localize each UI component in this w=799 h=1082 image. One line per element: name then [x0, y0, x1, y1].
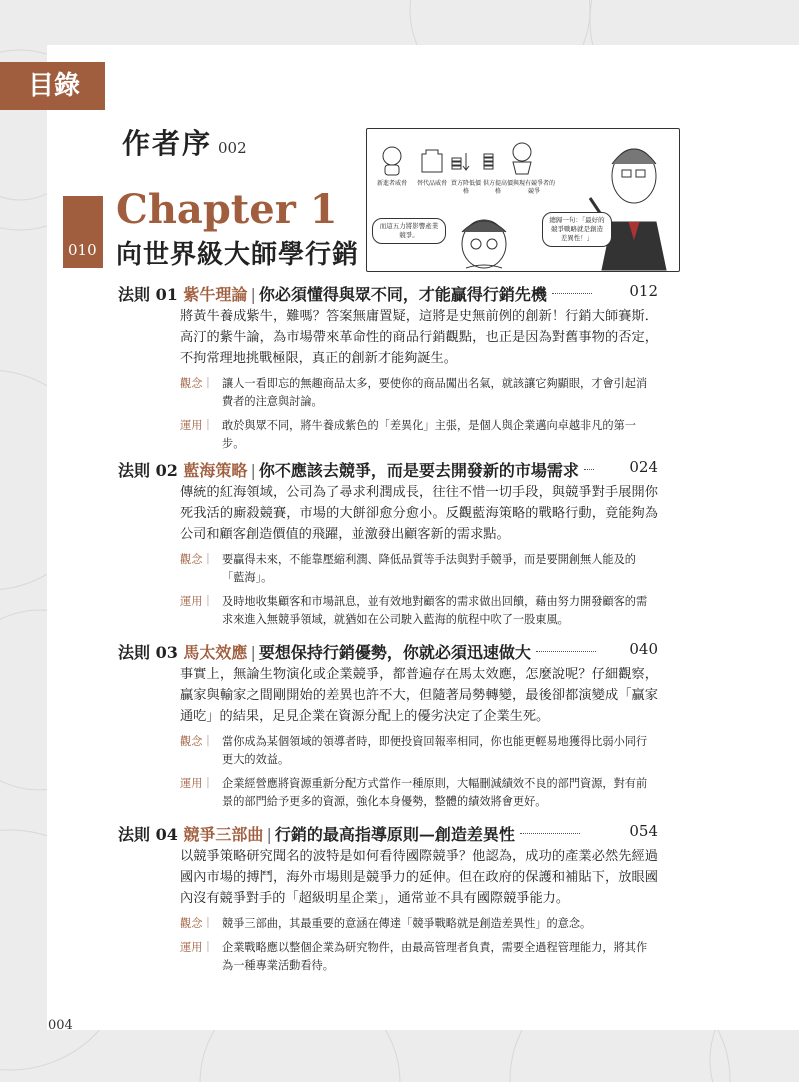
apply-note [180, 775, 658, 811]
concept-text: 當你成為某個領域的領導者時，即便投資回報率相同，你也能更輕易地獲得比弱小同行更大的效益。 [222, 735, 648, 766]
chapter-title: 向世界級大師學行銷 [116, 240, 360, 270]
rule-separator: | [250, 461, 256, 480]
preface-entry[interactable] [122, 122, 247, 162]
apply-text: 企業戰略應以整個企業為研究物件，由最高管理者負責，需要全過程管理能力，將其作為一種專業活動看待。 [222, 941, 648, 972]
rule-entry-03[interactable] [118, 640, 658, 811]
rule-label: 法則 04 [118, 825, 178, 844]
rule-heading [118, 822, 658, 846]
concept-note [180, 915, 658, 933]
apply-tag: 運用｜ [180, 419, 214, 432]
apply-tag: 運用｜ [180, 595, 214, 608]
speech-bubble-right: 總歸一句：「最好的競爭戰略就是創造差異性！」 [542, 212, 612, 247]
apply-text: 企業經營應將資源重新分配方式當作一種原則，大幅刪減績效不良的部門資源，對有前景的部門給予更多的資源，強化本身優勢，整體的績效將會更好。 [222, 777, 648, 808]
rule-heading [118, 458, 658, 482]
apply-note [180, 593, 658, 629]
comic-drawing [366, 128, 680, 272]
rule-name: 藍海策略 [183, 461, 248, 480]
concept-tag: 觀念｜ [180, 735, 214, 748]
speech-bubble-left: 而這五力將影響產業競爭。 [372, 218, 446, 244]
rule-entry-01[interactable] [118, 282, 658, 453]
caption-4: 供方提高價格 [482, 180, 513, 195]
concept-text: 讓人一看即忘的無趣商品太多，要使你的商品闖出名氣，就該讓它夠顯眼，才會引起消費者的注意與討論。 [222, 377, 648, 408]
apply-text: 敢於與眾不同，將牛養成紫色的「差異化」主張，是個人與企業邁向卓越非凡的第一步。 [222, 419, 636, 450]
rule-subtitle: 要想保持行銷優勢，你就必須迅速做大 [258, 643, 531, 662]
apply-text: 及時地收集顧客和市場訊息，並有效地對顧客的需求做出回饋，藉由努力開發顧客的需求來進入無競爭領域，就猶如在公司駛入藍海的航程中吹了一股東風。 [222, 595, 648, 626]
rule-label: 法則 03 [118, 643, 178, 662]
caption-5: 與現有競爭者的競爭 [512, 180, 555, 195]
rule-label: 法則 01 [118, 285, 178, 304]
rule-entry-04[interactable] [118, 822, 658, 975]
dot-leader [536, 651, 596, 652]
rule-subtitle: 你不應該去競爭，而是要去開發新的市場需求 [258, 461, 579, 480]
concept-text: 要贏得未來，不能靠壓縮利潤、降低品質等手法與對手競爭，而是要開創無人能及的「藍海」。 [222, 553, 636, 584]
rule-name: 馬太效應 [183, 643, 248, 662]
preface-title: 作者序 [122, 127, 213, 160]
rule-subtitle: 你必須懂得與眾不同，才能贏得行銷先機 [258, 285, 547, 304]
concept-tag: 觀念｜ [180, 917, 214, 930]
rule-entry-02[interactable] [118, 458, 658, 629]
rule-subtitle: 行銷的最高指導原則—創造差異性 [274, 825, 515, 844]
dot-leader [552, 293, 592, 294]
rule-description: 以競爭策略研究聞名的波特是如何看待國際競爭？他認為，成功的產業必然先經過國內市場的搏鬥，海外市場則是競爭力的延伸。但在政府的保護和補貼下，放眼國內沒有競爭對手的「超級明星企業」，通常並不具有國際競爭能力。 [180, 849, 658, 906]
rule-page: 024 [629, 458, 658, 476]
rule-heading [118, 282, 658, 306]
caption-3: 買方降低價格 [450, 180, 481, 195]
rule-page: 012 [629, 282, 658, 300]
concept-note [180, 375, 658, 411]
dot-leader [520, 833, 580, 834]
preface-page: 002 [218, 139, 247, 157]
rule-separator: | [266, 825, 272, 844]
concept-note [180, 551, 658, 587]
rule-heading [118, 640, 658, 664]
dot-leader [584, 469, 594, 470]
rule-page: 040 [629, 640, 658, 658]
caption-1: 新進者威脅 [376, 180, 407, 187]
rule-name: 競爭三部曲 [183, 825, 264, 844]
rule-description: 將黃牛養成紫牛，難嗎？答案無庸置疑，這將是史無前例的創新！行銷大師賽斯．高汀的紫牛論，為市場帶來革命性的商品行銷觀點，也正是因為對舊事物的否定，不拘常理地挑戰極限，真正的創新才能夠誕生。 [180, 309, 658, 366]
rule-page: 054 [629, 822, 658, 840]
comic-illustration [366, 128, 680, 272]
apply-tag: 運用｜ [180, 941, 214, 954]
toc-tab: 目錄 [0, 62, 105, 110]
rule-name: 紫牛理論 [183, 285, 248, 304]
concept-note [180, 733, 658, 769]
caption-2: 替代品威脅 [416, 180, 447, 187]
apply-tag: 運用｜ [180, 777, 214, 790]
chapter-page: 010 [68, 241, 97, 259]
rule-separator: | [250, 285, 256, 304]
rule-description: 事實上，無論生物演化或企業競爭，都普遍存在馬太效應，怎麼說呢？仔細觀察，贏家與輸家之間剛開始的差異也許不大，但隨著局勢轉變，最後卻都演變成「贏家通吃」的結果，足見企業在資源分配上的優劣決定了企業生死。 [180, 667, 658, 724]
apply-note [180, 939, 658, 975]
page-number: 004 [48, 1018, 73, 1033]
rule-label: 法則 02 [118, 461, 178, 480]
apply-note [180, 417, 658, 453]
concept-tag: 觀念｜ [180, 553, 214, 566]
rule-description: 傳統的紅海領域，公司為了尋求利潤成長，往往不惜一切手段，與競爭對手展開你死我活的廝殺競賽，市場的大餅卻愈分愈小。反觀藍海策略的戰略行動，竟能夠為公司和顧客創造價值的飛躍，並激發出顧客新的需求點。 [180, 485, 658, 542]
concept-tag: 觀念｜ [180, 377, 214, 390]
concept-text: 競爭三部曲，其最重要的意涵在傳達「競爭戰略就是創造差異性」的意念。 [222, 917, 592, 930]
chapter-label: Chapter 1 [116, 186, 338, 233]
rule-separator: | [250, 643, 256, 662]
